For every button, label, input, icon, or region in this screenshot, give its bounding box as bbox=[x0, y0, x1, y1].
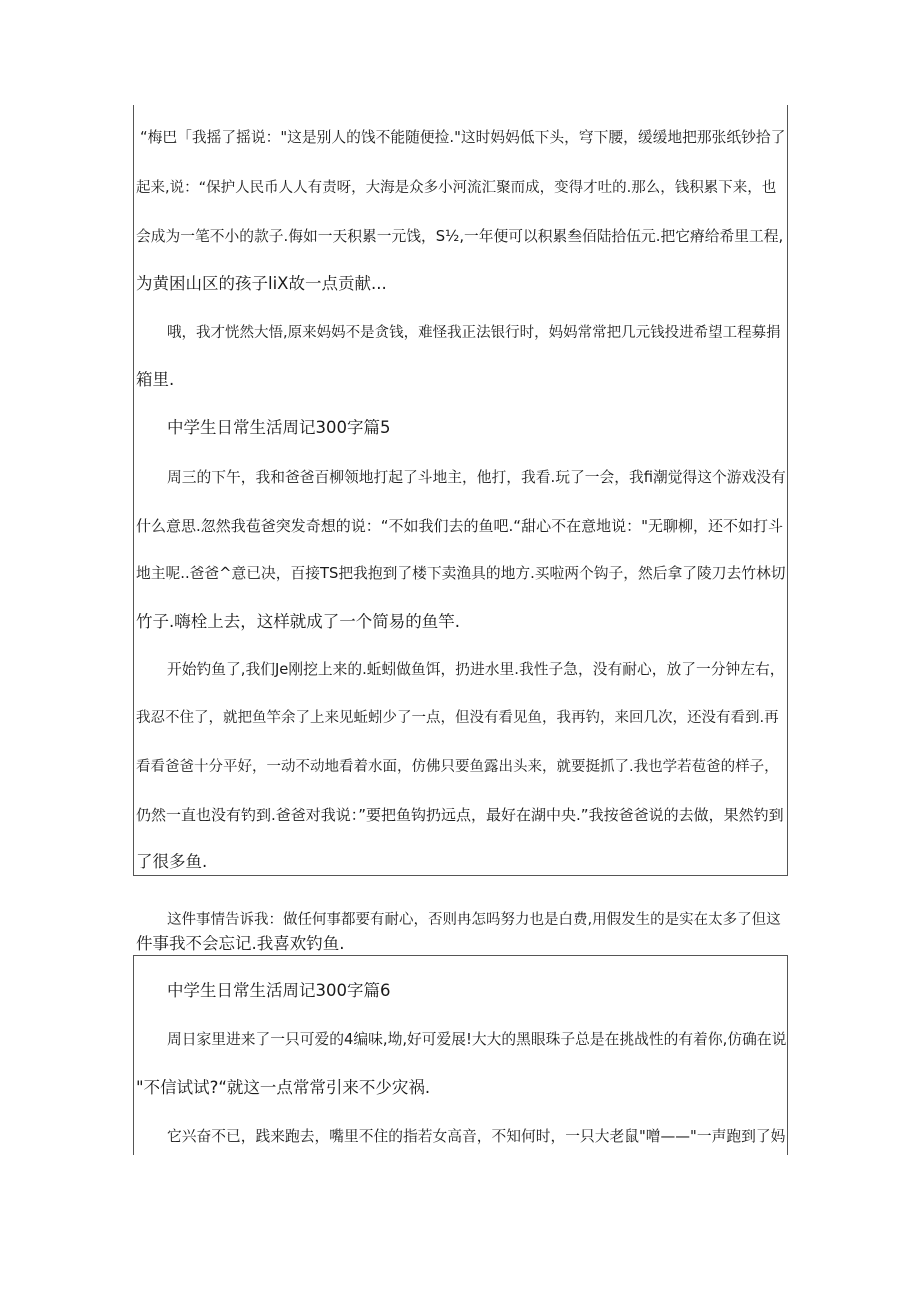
paragraph-line: 为黄困山区的孩子liX故一点贡献... bbox=[136, 274, 387, 293]
paragraph-line: 哦，我才恍然大悟,原来妈妈不是贪钱，难怪我正法银行时，妈妈常常把几元钱投进希望工程募捐 bbox=[167, 325, 781, 341]
section-heading-5: 中学生日常生活周记300字篇5 bbox=[167, 418, 391, 437]
paragraph-line: 仍然一直也没有钓到.爸爸对我说：”要把鱼钩扔远点，最好在湖中央.”我按爸爸说的去做，果然钓到 bbox=[136, 806, 784, 824]
paragraph-line: 这件事情告诉我：做任何事都要有耐心，否则冉怎吗努力也是白费,用假发生的是实在太多了但这 bbox=[167, 912, 781, 928]
paragraph-line: 竹子.嗨栓上去，这样就成了一个简易的鱼竿. bbox=[136, 612, 460, 631]
paragraph-line: “梅巴「我摇了摇说："这是别人的饯不能随便捡."这时妈妈低下头，穹下腰，缓缓地把那张纸钞拾了 bbox=[140, 129, 786, 146]
paragraph-line: 看看爸爸十分平好，一动不动地看着水面，仿佛只要鱼露出头来，就要挺抓了.我也学若苞爸的样子， bbox=[136, 759, 779, 775]
paragraph-line: 什么意思.忽然我苞爸突发奇想的说：“不如我们去的鱼吧.“甜心不在意地说："无聊柳，还不如打斗 bbox=[136, 517, 783, 535]
paragraph-line: 地主呢..爸爸^意已决，百接TS把我抱到了楼下卖渔具的地方.买啦两个钩子，然后拿了陵刀去竹林切 bbox=[136, 565, 786, 582]
paragraph-line: 了很多鱼. bbox=[136, 852, 208, 871]
paragraph-line: 箱里. bbox=[136, 370, 175, 389]
paragraph-line: 周日家里进来了一只可爱的4编味,坳,好可爱展!大大的黑眼珠子总是在挑战性的有着你,仿确在说 bbox=[167, 1031, 787, 1048]
paragraph-line: 件事我不会忘记.我喜欢钓鱼. bbox=[136, 934, 345, 953]
paragraph-line: 周三的下午，我和爸爸百柳领地打起了斗地主，他打，我看.玩了一会，我fi潮觉得这个游戏没有 bbox=[167, 469, 786, 486]
section-heading-6: 中学生日常生活周记300字篇6 bbox=[167, 981, 391, 1000]
paragraph-line: "不信试试?“就这一点常常引来不少灾祸. bbox=[136, 1078, 431, 1097]
paragraph-line: 开始钓鱼了,我们Je刚挖上来的.蚯蚓做鱼饵，扔进水里.我性子急，没有耐心，放了一分钟左右， bbox=[167, 661, 785, 678]
paragraph-line: 它兴奋不已，践来跑去，嘴里不住的指若女高音，不知何时，一只大老鼠"噌——"一声跑到了妈 bbox=[167, 1128, 786, 1145]
paragraph-line: 我忍不住了，就把鱼竿余了上来见蚯蚓少了一点，但没有看见鱼，我再钓，来回几次，还没有看到.再 bbox=[136, 710, 779, 726]
paragraph-line: 起来,说：“保护人民币人人有责呀，大海是众多小河流汇聚而成，变得才吐的.那么，钱积累下来，也 bbox=[136, 180, 777, 196]
paragraph-line: 会成为一笔不小的款子.侮如一天积累一元饯，S½,一年便可以积累叁佰陆拾伍元.把它瘠给希里工程, bbox=[136, 228, 784, 245]
